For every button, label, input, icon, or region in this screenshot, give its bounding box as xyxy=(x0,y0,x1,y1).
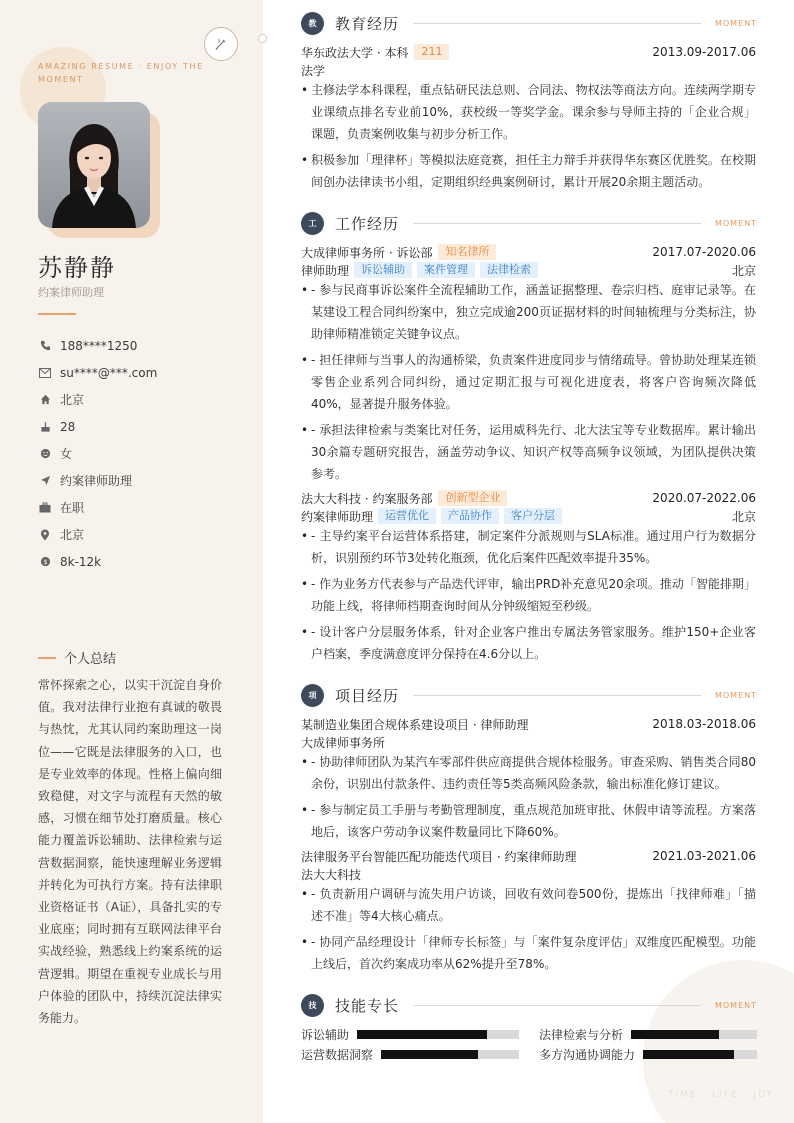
list-item: • - 协同产品经理设计「律师专长标签」与「案件复杂度评估」双维度匹配模型。功能上线后，首次约案成功率从62%提升至78%。 xyxy=(301,931,756,975)
list-item: • - 参与民商事诉讼案件全流程辅助工作，涵盖证据整理、卷宗归档、庭审记录等。在某建设工程合同纠纷案中，独立完成逾200页证据材料的时间轴梳理与分类标注，协助律师精准锁定关键争议点。 xyxy=(301,279,756,345)
project-name: 某制造业集团合规体系建设项目 · 律师助理 xyxy=(301,717,529,732)
education-row xyxy=(301,43,756,61)
list-item: • - 主导约案平台运营体系搭建，制定案件分派规则与SLA标准。通过用户行为数据分析，识别预约环节3处转化瓶颈，优化后案件匹配效率提升35%。 xyxy=(301,525,756,569)
section-title: 技能专长 xyxy=(335,996,400,1015)
contact-target-role: 约案律师助理 xyxy=(38,467,157,494)
education-major: 法学 xyxy=(301,63,326,78)
skill-tag: 法律检索 xyxy=(480,262,538,278)
divider xyxy=(413,23,701,24)
list-item: • - 负责新用户调研与流失用户访谈，回收有效问卷500份，提炼出「找律师难」「描述不准」等4大核心痛点。 xyxy=(301,883,756,927)
section-moment-label: MOMENT xyxy=(714,18,757,28)
project-icon: 项 xyxy=(301,684,324,707)
education-date: 2013.09-2017.06 xyxy=(652,45,756,59)
skill-bar xyxy=(643,1050,757,1059)
phone-icon xyxy=(38,339,52,353)
skill-item xyxy=(539,1026,757,1042)
job-date: 2020.07-2022.06 xyxy=(652,491,756,505)
watermark: TIME · LIFE · JOY xyxy=(668,1090,775,1100)
job-1-header xyxy=(301,243,756,261)
company-badge: 创新型企业 xyxy=(438,490,507,506)
list-item: • 主修法学本科课程，重点钻研民法总则、合同法、物权法等商法方向。连续两学期专业课绩点排名专业前10%，获校级一等奖学金。课余参与导师主持的「企业合规」课题，负责案例收集与初步分析工作。 xyxy=(301,79,756,145)
accent-bar xyxy=(38,657,56,659)
job-1-role xyxy=(301,261,756,279)
contact-list xyxy=(38,332,157,575)
profile-photo xyxy=(38,102,162,238)
project-org: 法大大科技 xyxy=(301,867,362,882)
gender-icon xyxy=(38,447,52,461)
section-title: 工作经历 xyxy=(335,214,400,233)
skill-item xyxy=(301,1046,519,1062)
divider xyxy=(413,695,701,696)
job-role: 约案律师助理 xyxy=(301,509,374,524)
project-org: 大成律师事务所 xyxy=(301,735,386,750)
school-badge: 211 xyxy=(414,44,449,60)
section-title: 教育经历 xyxy=(335,14,400,33)
section-education-header xyxy=(301,11,757,35)
skill-tag: 诉讼辅助 xyxy=(354,262,412,278)
list-item: • - 协助律师团队为某汽车零部件供应商提供合规体检服务。审查采购、销售类合同80余份，识别出付款条件、违约责任等5类高频风险条款，输出标准化修订建议。 xyxy=(301,751,756,795)
job-date: 2017.07-2020.06 xyxy=(652,245,756,259)
skill-bar-fill xyxy=(631,1030,719,1039)
home-icon xyxy=(38,393,52,407)
job-2-bullets xyxy=(301,525,756,669)
project-1-bullets xyxy=(301,751,756,847)
contact-phone: 188****1250 xyxy=(38,332,157,359)
skill-tag: 客户分层 xyxy=(504,508,562,524)
list-item: • - 参与制定员工手册与考勤管理制度，重点规范加班审批、休假申请等流程。方案落地后，该客户劳动争议案件数量同比下降60%。 xyxy=(301,799,756,843)
project-date: 2018.03-2018.06 xyxy=(652,717,756,731)
contact-gender: 女 xyxy=(38,440,157,467)
project-date: 2021.03-2021.06 xyxy=(652,849,756,863)
project-2-bullets xyxy=(301,883,756,979)
candidate-name: 苏静静 xyxy=(38,254,116,282)
list-item: • - 设计客户分层服务体系，针对企业客户推出专属法务管家服务。维护150+企业客户档案，季度满意度评分保持在4.6分以上。 xyxy=(301,621,756,665)
contact-salary: $ 8k-12k xyxy=(38,548,157,575)
skill-tag: 案件管理 xyxy=(417,262,475,278)
job-role: 律师助理 xyxy=(301,263,350,278)
job-city: 北京 xyxy=(731,509,756,524)
list-item: • - 作为业务方代表参与产品迭代评审，输出PRD补充意见20余项。推动「智能排期」功能上线，将律师档期查询时间从分钟级缩短至秒级。 xyxy=(301,573,756,617)
mail-icon xyxy=(38,366,52,380)
salary-icon xyxy=(38,555,52,569)
sidebar xyxy=(0,0,263,1123)
summary-text: 常怀探索之心，以实干沉淀自身价值。我对法律行业抱有真诚的敬畏与热忱，尤其认同约案助理这一岗位——它既是法律服务的入口，也是专业效率的体现。性格上偏向细致稳健，对文字与流程有天然的敏感，习惯在细节处打磨质量。核心能力覆盖诉讼辅助、法律检索与运营数据洞察，能快速理解业务逻辑并转化为可执行方案。持有法律职业资格证书（A证），具备扎实的专业底座；同时拥有互联网法律平台实战经验，熟悉线上约案系统的运营逻辑。期望在重视专业成长与用户体验的团队中，持续沉淀法律实务能力。 xyxy=(38,678,222,1026)
skill-bar-fill xyxy=(643,1050,734,1059)
skill-tag: 产品协作 xyxy=(441,508,499,524)
project-name: 法律服务平台智能匹配功能迭代项目 · 约案律师助理 xyxy=(301,849,577,864)
svg-text:$: $ xyxy=(42,557,48,566)
skill-name: 法律检索与分析 xyxy=(539,1027,624,1042)
candidate-title: 约案律师助理 xyxy=(38,286,104,299)
work-icon: 工 xyxy=(301,212,324,235)
project-2-header xyxy=(301,847,756,865)
list-item: • - 承担法律检索与类案比对任务，运用威科先行、北大法宝等专业数据库。累计输出30余篇专题研究报告，涵盖劳动争议、知识产权等高频争议领域，为团队提供决策参考。 xyxy=(301,419,756,485)
tagline: AMAZING RESUME · ENJOY THE MOMENT xyxy=(38,62,204,84)
skill-bar xyxy=(381,1050,519,1059)
section-title: 项目经历 xyxy=(335,686,400,705)
skills-grid xyxy=(301,1026,757,1062)
divider xyxy=(413,1005,701,1006)
skill-bar xyxy=(631,1030,757,1039)
project-1-header xyxy=(301,715,756,733)
section-projects-header xyxy=(301,683,757,707)
contact-age: 28 xyxy=(38,413,157,440)
section-moment-label: MOMENT xyxy=(714,690,757,700)
education-icon: 教 xyxy=(301,12,324,35)
project-1-org xyxy=(301,733,756,751)
job-2-header xyxy=(301,489,756,507)
summary-heading: 个人总结 xyxy=(38,648,116,667)
skill-item xyxy=(301,1026,519,1042)
skill-name: 诉讼辅助 xyxy=(301,1027,350,1042)
contact-home: 北京 xyxy=(38,386,157,413)
contact-email: su****@***.com xyxy=(38,359,157,386)
section-moment-label: MOMENT xyxy=(714,218,757,228)
education-major-row xyxy=(301,61,756,79)
skill-name: 运营数据洞察 xyxy=(301,1047,374,1062)
skill-item xyxy=(539,1046,757,1062)
skill-bar-fill xyxy=(357,1030,487,1039)
contact-location: 北京 xyxy=(38,521,157,548)
list-item: • - 担任律师与当事人的沟通桥梁，负责案件进度同步与情绪疏导。曾协助处理某连锁零售企业系列合同纠纷，通过定期汇报与可视化进度表，将客户咨询频次降低40%，显著提升服务体验。 xyxy=(301,349,756,415)
section-moment-label: MOMENT xyxy=(714,1000,757,1010)
company-badge: 知名律所 xyxy=(438,244,496,260)
project-2-org xyxy=(301,865,756,883)
briefcase-icon xyxy=(38,501,52,515)
section-skills-header xyxy=(301,993,757,1017)
section-work-header xyxy=(301,211,757,235)
location-pin-icon xyxy=(38,528,52,542)
skill-tag: 运营优化 xyxy=(378,508,436,524)
list-item: • 积极参加「理律杯」等模拟法庭竞赛，担任主力辩手并获得华东赛区优胜奖。在校期间创办法律读书小组，定期组织经典案例研讨，累计开展20余期主题活动。 xyxy=(301,149,756,193)
contact-status: 在职 xyxy=(38,494,157,521)
job-1-bullets xyxy=(301,279,756,489)
job-city: 北京 xyxy=(731,263,756,278)
job-2-role xyxy=(301,507,756,525)
skill-bar xyxy=(357,1030,519,1039)
accent-divider xyxy=(38,313,76,315)
skill-bar-fill xyxy=(381,1050,478,1059)
company-name: 大成律师事务所 · 诉讼部 xyxy=(301,245,433,260)
avatar xyxy=(38,102,150,228)
send-icon xyxy=(38,474,52,488)
education-bullets xyxy=(301,79,756,197)
cake-icon xyxy=(38,420,52,434)
skill-name: 多方沟通协调能力 xyxy=(539,1047,636,1062)
school-name: 华东政法大学 · 本科 xyxy=(301,45,409,60)
skills-icon: 技 xyxy=(301,994,324,1017)
divider xyxy=(413,223,701,224)
pen-icon xyxy=(204,27,238,61)
company-name: 法大大科技 · 约案服务部 xyxy=(301,491,433,506)
